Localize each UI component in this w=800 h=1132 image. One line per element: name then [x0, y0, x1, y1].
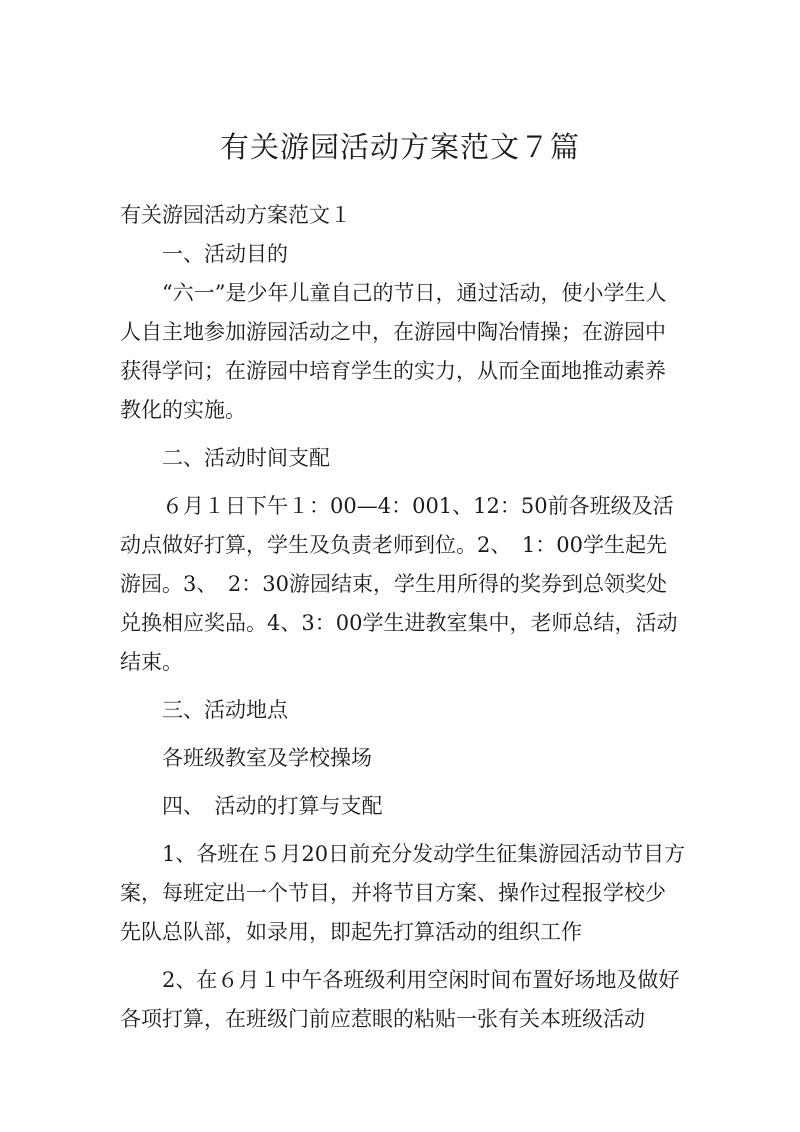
section-heading: 有关游园活动方案范文１	[120, 203, 351, 227]
document-title: 有关游园活动方案范文７篇	[219, 130, 580, 164]
subsection-heading: 四、 活动的打算与支配	[162, 794, 383, 818]
subsection-heading: 一、活动目的	[162, 242, 288, 266]
subsection-heading: 三、活动地点	[162, 698, 288, 722]
subsection-heading: 二、活动时间支配	[162, 446, 330, 470]
document-body	[120, 196, 686, 1039]
paragraph: 2、在６月１中午各班级利用空闲时间布置好场地及做好各项打算，在班级门前应惹眼的粘贴一张有关本班级活动	[120, 968, 680, 1031]
paragraph: 1、各班在５月20日前充分发动学生征集游园活动节目方案，每班定出一个节目，并将节目方案、操作过程报学校少先队总队部，如录用，即起先打算活动的组织工作	[120, 842, 686, 944]
paragraph: 各班级教室及学校操场	[162, 746, 372, 770]
paragraph: “六一”是少年儿童自己的节日，通过活动，使小学生人人自主地参加游园活动之中，在游园中陶冶情操；在游园中获得学问；在游园中培育学生的实力，从而全面地推动素养教化的实施。	[120, 281, 667, 422]
paragraph: ６月１日下午１：00—4：001、12：50前各班级及活动点做好打算，学生及负责老师到位。2、 1：00学生起先游园。3、 2：30游园结束，学生用所得的奖券到总领奖处兑换相应奖品。4、3：00学生进教室集中，老师总结，活动结束。	[120, 494, 678, 674]
